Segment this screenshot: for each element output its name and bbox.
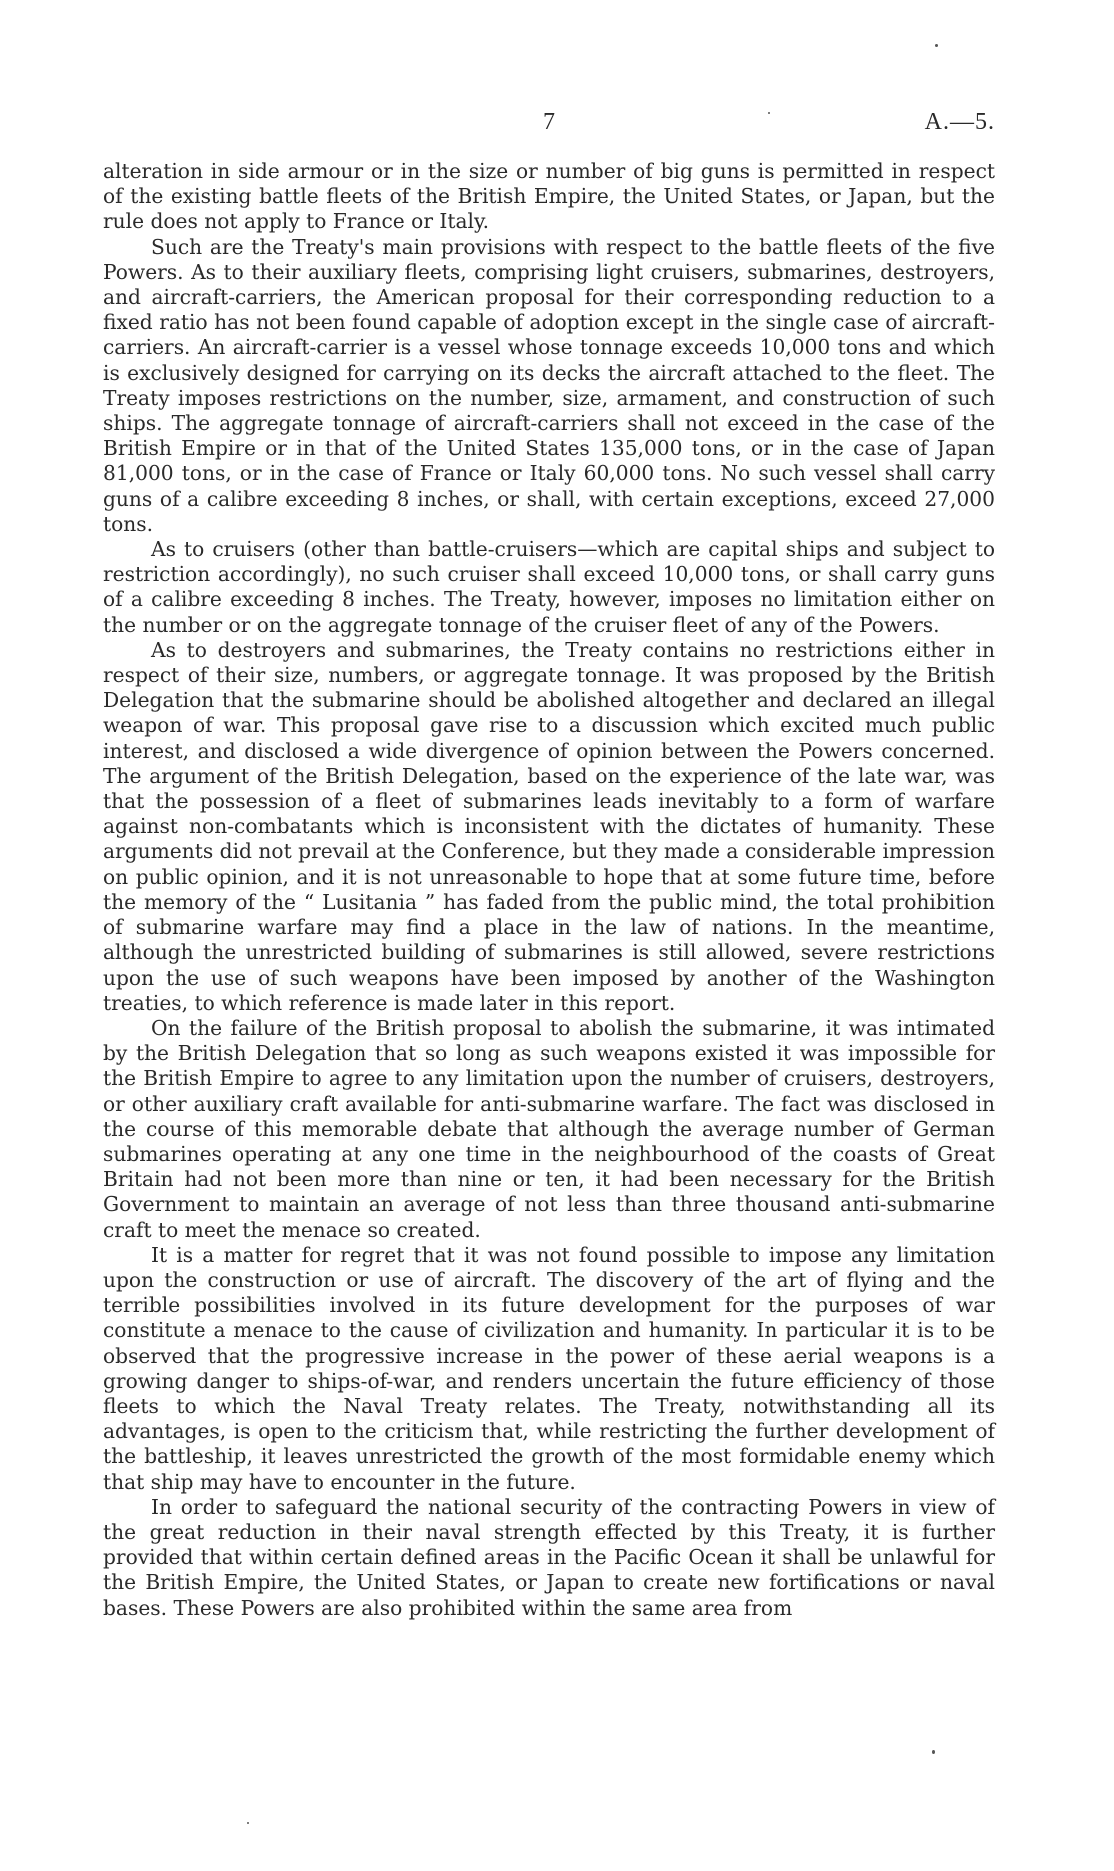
body-text <box>103 159 995 1621</box>
scan-speck <box>768 112 770 114</box>
paragraph-destroyers-submarines: As to destroyers and submarines, the Treaty contains no restrictions either in respect of their size, numbers, or aggregate tonnage. It was proposed by the British Delegation that the submarine should be abolished altogether and declared an illegal weapon of war. This proposal gave rise to a discussion which excited much public interest, and disclosed a wide divergence of opinion between the Powers concerned. The argument of the British Delegation, based on the experience of the late war, was that the possession of a fleet of submarines leads inevitably to a form of warfare against non-combatants which is inconsistent with the dictates of humanity. These arguments did not prevail at the Conference, but they made a considerable impression on public opinion, and it is not unreasonable to hope that at some future time, before the memory of the “ Lusitania ” has faded from the public mind, the total prohibition of submarine warfare may find a place in the law of nations. In the meantime, although the unrestricted building of submarines is still allowed, severe restrictions upon the use of such weapons have been imposed by another of the Washington treaties, to which reference is made later in this report. <box>103 637 995 1015</box>
paragraph-aircraft: It is a matter for regret that it was not found possible to impose any limitation upon the construction or use of aircraft. The discovery of the art of flying and the terrible possibilities involved in its future development for the purposes of war constitute a menace to the cause of civilization and humanity. In particular it is to be observed that the progressive increase in the power of these aerial weapons is a growing danger to ships-of-war, and renders uncertain the future efficiency of those fleets to which the Naval Treaty relates. The Treaty, notwithstanding all its advantages, is open to the criticism that, while restricting the further development of the battleship, it leaves unrestricted the growth of the most formidable enemy which that ship may have to encounter in the future. <box>103 1242 995 1494</box>
scan-speck <box>932 1750 935 1754</box>
paragraph-cruisers: As to cruisers (other than battle-cruisers—which are capital ships and subject to restriction accordingly), no such cruiser shall exceed 10,000 tons, or shall carry guns of a calibre exceeding 8 inches. The Treaty, however, imposes no limitation either on the number or on the aggregate tonnage of the cruiser fleet of any of the Powers. <box>103 537 995 637</box>
page-number: 7 <box>543 109 555 135</box>
paragraph-fortifications: In order to safeguard the national security of the contracting Powers in view of the great reduction in their naval strength effected by this Treaty, it is further provided that within certain defined areas in the Pacific Ocean it shall be unlawful for the British Empire, the United States, or Japan to create new fortifications or naval bases. These Powers are also prohibited within the same area from <box>103 1494 995 1620</box>
paragraph-continuation: alteration in side armour or in the size or number of big guns is permitted in respect of the existing battle fleets of the British Empire, the United States, or Japan, but the rule does not apply to France or Italy. <box>103 159 995 234</box>
paragraph-auxiliary-fleets: Such are the Treaty's main provisions with respect to the battle fleets of the five Powers. As to their auxiliary fleets, comprising light cruisers, submarines, destroyers, and aircraft-carriers, the American proposal for their corresponding reduction to a fixed ratio has not been found capable of adoption except in the single case of aircraft-carriers. An aircraft-carrier is a vessel whose tonnage exceeds 10,000 tons and which is exclusively designed for carrying on its decks the aircraft attached to the fleet. The Treaty imposes restrictions on the number, size, armament, and construction of such ships. The aggregate tonnage of aircraft-carriers shall not exceed in the case of the British Empire or in that of the United States 135,000 tons, or in the case of Japan 81,000 tons, or in the case of France or Italy 60,000 tons. No such vessel shall carry guns of a calibre exceeding 8 inches, or shall, with certain exceptions, exceed 27,000 tons. <box>103 234 995 536</box>
paragraph-submarine-proposal: On the failure of the British proposal to abolish the submarine, it was intimated by the British Delegation that so long as such weapons existed it was impossible for the British Empire to agree to any limitation upon the number of cruisers, destroyers, or other auxiliary craft available for anti-submarine warfare. The fact was disclosed in the course of this memorable debate that although the average number of German submarines operating at any one time in the neighbourhood of the coasts of Great Britain had not been more than nine or ten, it had been necessary for the British Government to maintain an average of not less than three thousand anti-submarine craft to meet the menace so created. <box>103 1015 995 1242</box>
scan-speck <box>935 44 938 47</box>
document-reference: A.—5. <box>924 109 995 135</box>
page-header <box>103 106 995 138</box>
scan-speck <box>247 1822 249 1824</box>
